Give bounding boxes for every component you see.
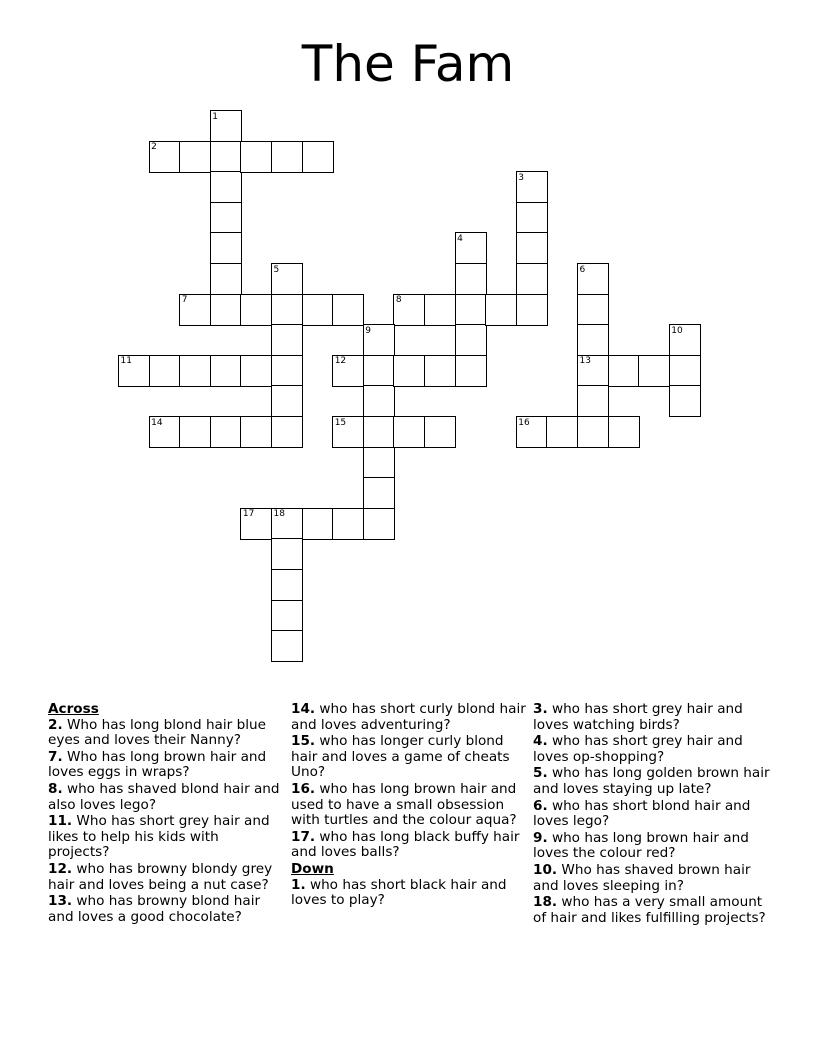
grid-cell[interactable] <box>363 477 395 509</box>
clues-column-1 <box>48 702 284 926</box>
grid-number-6: 6 <box>579 264 586 275</box>
clue-across-8: 8. who has shaved blond hair and also loves lego? <box>48 780 280 813</box>
clue-down-9: 9. who has long brown hair and loves the colour red? <box>533 829 749 862</box>
grid-cell[interactable] <box>455 263 487 295</box>
grid-cell[interactable] <box>271 355 303 387</box>
grid-cell[interactable] <box>271 385 303 417</box>
grid-cell[interactable] <box>271 600 303 632</box>
clue-across-12: 12. who has browny blondy grey hair and loves being a nut case? <box>48 860 273 893</box>
grid-cell[interactable] <box>455 355 487 387</box>
page-title: The Fam <box>301 35 515 93</box>
grid-cell[interactable] <box>210 232 242 264</box>
grid-cell[interactable] <box>546 416 578 448</box>
grid-cell[interactable] <box>669 355 701 387</box>
clue-down-4: 4. who has short grey hair and loves op-shopping? <box>533 733 743 765</box>
grid-number-9: 9 <box>365 325 372 336</box>
grid-cell[interactable] <box>363 508 395 540</box>
grid-cell[interactable] <box>424 294 456 326</box>
down-heading: Down <box>291 860 334 877</box>
grid-cell[interactable] <box>240 355 272 387</box>
grid-cell[interactable] <box>608 355 640 387</box>
grid-cell[interactable] <box>210 202 242 234</box>
clue-across-11: 11. Who has short grey hair and likes to help his kids with projects? <box>48 813 270 861</box>
grid-cell[interactable] <box>240 294 272 326</box>
grid-cell[interactable] <box>363 447 395 479</box>
clues-column-3 <box>533 702 773 927</box>
grid-cell[interactable] <box>577 324 609 356</box>
clue-down-5: 5. who has long golden brown hair and loves staying up late? <box>533 765 770 797</box>
grid-cell[interactable] <box>332 294 364 326</box>
grid-cell[interactable] <box>363 385 395 417</box>
grid-cell[interactable] <box>271 538 303 570</box>
clue-across-7: 7. Who has long brown hair and loves eggs in wraps? <box>48 748 267 781</box>
grid-cell[interactable] <box>271 569 303 601</box>
grid-number-16: 16 <box>518 417 530 428</box>
grid-number-13: 13 <box>579 356 591 367</box>
clue-down-18: 18. who has a very small amount of hair and likes fulfilling projects? <box>533 894 766 926</box>
grid-cell[interactable] <box>210 141 242 173</box>
grid-cell[interactable] <box>424 355 456 387</box>
grid-number-5: 5 <box>273 264 280 275</box>
clue-down-3: 3. who has short grey hair and loves watching birds? <box>533 701 743 733</box>
grid-number-14: 14 <box>151 417 163 428</box>
grid-cell[interactable] <box>149 355 181 387</box>
grid-cell[interactable] <box>271 141 303 173</box>
clue-down-6: 6. who has short blond hair and loves lego? <box>533 797 751 830</box>
grid-cell[interactable] <box>332 508 364 540</box>
clue-across-15: 15. who has longer curly blond hair and loves a game of cheats Uno? <box>291 733 510 781</box>
clue-across-2: 2. Who has long blond hair blue eyes and loves their Nanny? <box>48 716 266 749</box>
clue-across-14: 14. who has short curly blond hair and loves adventuring? <box>291 701 526 733</box>
grid-cell[interactable] <box>179 416 211 448</box>
grid-cell[interactable] <box>302 141 334 173</box>
grid-cell[interactable] <box>608 416 640 448</box>
clue-across-16: 16. who has long brown hair and used to have a small obsession with turtles and the colour aqua? <box>291 780 517 829</box>
grid-cell[interactable] <box>179 141 211 173</box>
grid-number-15: 15 <box>334 417 347 428</box>
grid-number-7: 7 <box>181 295 188 306</box>
grid-cell[interactable] <box>271 416 303 448</box>
grid-cell[interactable] <box>485 294 517 326</box>
grid-cell[interactable] <box>302 508 334 540</box>
clue-down-10: 10. Who has shaved brown hair and loves sleeping in? <box>533 861 751 894</box>
grid-cell[interactable] <box>210 355 242 387</box>
grid-cell[interactable] <box>516 294 548 326</box>
grid-cell[interactable] <box>271 324 303 356</box>
grid-cell[interactable] <box>577 416 609 448</box>
grid-number-18: 18 <box>273 509 285 520</box>
grid-cell[interactable] <box>516 202 548 234</box>
grid-cell[interactable] <box>577 294 609 326</box>
grid-number-8: 8 <box>395 295 402 306</box>
grid-cell[interactable] <box>240 416 272 448</box>
clues-column-2 <box>291 702 527 910</box>
grid-cell[interactable] <box>669 385 701 417</box>
grid-cell[interactable] <box>363 416 395 448</box>
grid-cell[interactable] <box>210 171 242 203</box>
grid-cell[interactable] <box>638 355 670 387</box>
grid-cell[interactable] <box>271 630 303 662</box>
grid-cell[interactable] <box>424 416 456 448</box>
grid-cell[interactable] <box>516 232 548 264</box>
clue-across-13: 13. who has browny blond hair and loves a good chocolate? <box>48 893 261 925</box>
grid-cell[interactable] <box>455 294 487 326</box>
grid-number-17: 17 <box>242 509 255 520</box>
grid-cell[interactable] <box>210 294 242 326</box>
grid-cell[interactable] <box>393 355 425 387</box>
grid-number-3: 3 <box>518 172 525 183</box>
grid-number-12: 12 <box>334 356 347 367</box>
grid-cell[interactable] <box>516 263 548 295</box>
grid-number-1: 1 <box>212 111 219 122</box>
grid-number-10: 10 <box>671 325 683 336</box>
grid-cell[interactable] <box>179 355 211 387</box>
grid-cell[interactable] <box>363 355 395 387</box>
grid-cell[interactable] <box>210 416 242 448</box>
clue-across-17: 17. who has long black buffy hair and loves balls? <box>291 828 520 861</box>
grid-cell[interactable] <box>455 324 487 356</box>
grid-cell[interactable] <box>302 294 334 326</box>
grid-cell[interactable] <box>271 294 303 326</box>
grid-cell[interactable] <box>210 263 242 295</box>
grid-number-2: 2 <box>151 142 157 153</box>
grid-number-4: 4 <box>457 233 463 244</box>
grid-cell[interactable] <box>240 141 272 173</box>
grid-cell[interactable] <box>393 416 425 448</box>
across-heading: Across <box>48 701 99 717</box>
clue-down-1: 1. who has short black hair and loves to play? <box>291 876 507 909</box>
grid-number-11: 11 <box>120 356 132 367</box>
grid-cell[interactable] <box>577 385 609 417</box>
